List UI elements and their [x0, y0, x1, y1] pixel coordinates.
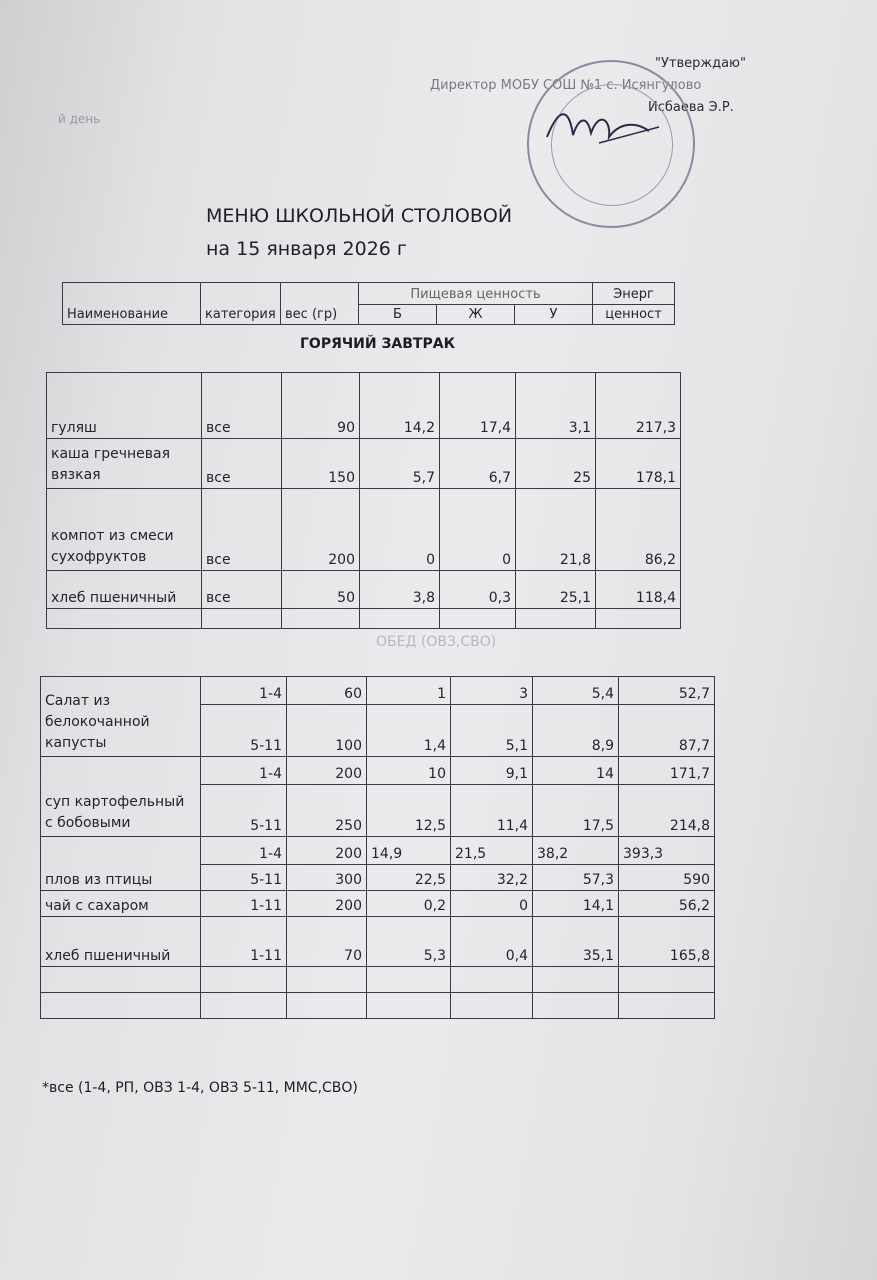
- table-row: [47, 489, 681, 571]
- dish-weight: 70: [287, 917, 367, 967]
- dish-carbs: 25: [516, 439, 596, 489]
- lunch-table: [40, 676, 715, 1019]
- dish-carbs: 14,1: [533, 891, 619, 917]
- dish-fat: 6,7: [440, 439, 516, 489]
- header-u: У: [515, 305, 593, 325]
- dish-protein: 3,8: [360, 571, 440, 609]
- dish-protein: 5,3: [367, 917, 451, 967]
- dish-protein: 1: [367, 677, 451, 705]
- dish-energy: 217,3: [596, 373, 681, 439]
- dish-protein: 12,5: [367, 785, 451, 837]
- header-table: [62, 282, 675, 325]
- dish-category: все: [202, 571, 282, 609]
- dish-category: 1-11: [201, 891, 287, 917]
- dish-protein: 1,4: [367, 705, 451, 757]
- dish-weight: 100: [287, 705, 367, 757]
- faint-day-label: й день: [58, 112, 101, 126]
- dish-energy: 87,7: [619, 705, 715, 757]
- dish-energy: 52,7: [619, 677, 715, 705]
- dish-carbs: 35,1: [533, 917, 619, 967]
- dish-carbs: 14: [533, 757, 619, 785]
- header-weight: вес (гр): [281, 283, 359, 325]
- dish-category: 1-4: [201, 837, 287, 865]
- dish-fat: 21,5: [451, 837, 533, 865]
- dish-weight: 150: [282, 439, 360, 489]
- dish-fat: 0: [440, 489, 516, 571]
- table-row: [41, 677, 715, 705]
- dish-fat: 32,2: [451, 865, 533, 891]
- page-title: МЕНЮ ШКОЛЬНОЙ СТОЛОВОЙ: [206, 205, 513, 227]
- dish-protein: 14,9: [367, 837, 451, 865]
- dish-category: все: [202, 489, 282, 571]
- dish-weight: 250: [287, 785, 367, 837]
- dish-weight: 60: [287, 677, 367, 705]
- dish-fat: 3: [451, 677, 533, 705]
- dish-weight: 200: [282, 489, 360, 571]
- table-row: [41, 837, 715, 865]
- breakfast-table: [46, 372, 681, 629]
- page-subtitle: на 15 января 2026 г: [206, 238, 407, 260]
- dish-category: 5-11: [201, 785, 287, 837]
- header-energy-2: ценност: [593, 305, 675, 325]
- dish-protein: 10: [367, 757, 451, 785]
- lunch-title: ОБЕД (ОВЗ,СВО): [376, 634, 497, 650]
- dish-name: каша гречневая вязкая: [47, 439, 202, 489]
- table-row: [47, 373, 681, 439]
- dish-name: хлеб пшеничный: [47, 571, 202, 609]
- approval-director: Директор МОБУ СОШ №1 с. Исянгулово: [430, 78, 702, 93]
- dish-name: гуляш: [47, 373, 202, 439]
- official-stamp: [527, 60, 695, 228]
- dish-fat: 17,4: [440, 373, 516, 439]
- dish-protein: 14,2: [360, 373, 440, 439]
- dish-energy: 214,8: [619, 785, 715, 837]
- dish-fat: 11,4: [451, 785, 533, 837]
- dish-energy: 118,4: [596, 571, 681, 609]
- table-row: [41, 891, 715, 917]
- dish-name: суп картофельный с бобовыми: [41, 757, 201, 837]
- dish-name: Салат из белокочанной капусты: [41, 677, 201, 757]
- breakfast-title: ГОРЯЧИЙ ЗАВТРАК: [300, 336, 456, 352]
- header-energy-1: Энерг: [593, 283, 675, 305]
- dish-protein: 0,2: [367, 891, 451, 917]
- dish-energy: 56,2: [619, 891, 715, 917]
- dish-energy: 178,1: [596, 439, 681, 489]
- dish-energy: 171,7: [619, 757, 715, 785]
- dish-carbs: 3,1: [516, 373, 596, 439]
- approval-name: Исбаева Э.Р.: [648, 100, 734, 115]
- table-row: [41, 757, 715, 785]
- dish-fat: 0,3: [440, 571, 516, 609]
- dish-carbs: 17,5: [533, 785, 619, 837]
- header-b: Б: [359, 305, 437, 325]
- header-nutrition: Пищевая ценность: [359, 283, 593, 305]
- dish-category: 5-11: [201, 705, 287, 757]
- approval-label: "Утверждаю": [655, 56, 746, 71]
- header-category: категория: [201, 283, 281, 325]
- table-row: [47, 439, 681, 489]
- dish-weight: 200: [287, 891, 367, 917]
- dish-name: плов из птицы: [41, 837, 201, 891]
- dish-category: 5-11: [201, 865, 287, 891]
- footnote: *все (1-4, РП, ОВЗ 1-4, ОВЗ 5-11, ММС,СВО): [42, 1080, 358, 1096]
- table-row: [41, 917, 715, 967]
- dish-fat: 0: [451, 891, 533, 917]
- dish-energy: 590: [619, 865, 715, 891]
- dish-name: чай с сахаром: [41, 891, 201, 917]
- dish-carbs: 25,1: [516, 571, 596, 609]
- dish-protein: 0: [360, 489, 440, 571]
- dish-carbs: 57,3: [533, 865, 619, 891]
- dish-carbs: 38,2: [533, 837, 619, 865]
- dish-fat: 5,1: [451, 705, 533, 757]
- header-zh: Ж: [437, 305, 515, 325]
- dish-carbs: 8,9: [533, 705, 619, 757]
- dish-weight: 200: [287, 837, 367, 865]
- dish-name: хлеб пшеничный: [41, 917, 201, 967]
- dish-carbs: 5,4: [533, 677, 619, 705]
- dish-energy: 86,2: [596, 489, 681, 571]
- dish-weight: 300: [287, 865, 367, 891]
- header-name: Наименование: [63, 283, 201, 325]
- dish-category: 1-11: [201, 917, 287, 967]
- dish-carbs: 21,8: [516, 489, 596, 571]
- dish-fat: 0,4: [451, 917, 533, 967]
- dish-protein: 5,7: [360, 439, 440, 489]
- dish-name: компот из смеси сухофруктов: [47, 489, 202, 571]
- dish-weight: 90: [282, 373, 360, 439]
- dish-category: все: [202, 373, 282, 439]
- dish-energy: 393,3: [619, 837, 715, 865]
- dish-protein: 22,5: [367, 865, 451, 891]
- dish-fat: 9,1: [451, 757, 533, 785]
- dish-category: 1-4: [201, 757, 287, 785]
- dish-weight: 200: [287, 757, 367, 785]
- table-row: [47, 571, 681, 609]
- dish-category: все: [202, 439, 282, 489]
- dish-weight: 50: [282, 571, 360, 609]
- dish-category: 1-4: [201, 677, 287, 705]
- dish-energy: 165,8: [619, 917, 715, 967]
